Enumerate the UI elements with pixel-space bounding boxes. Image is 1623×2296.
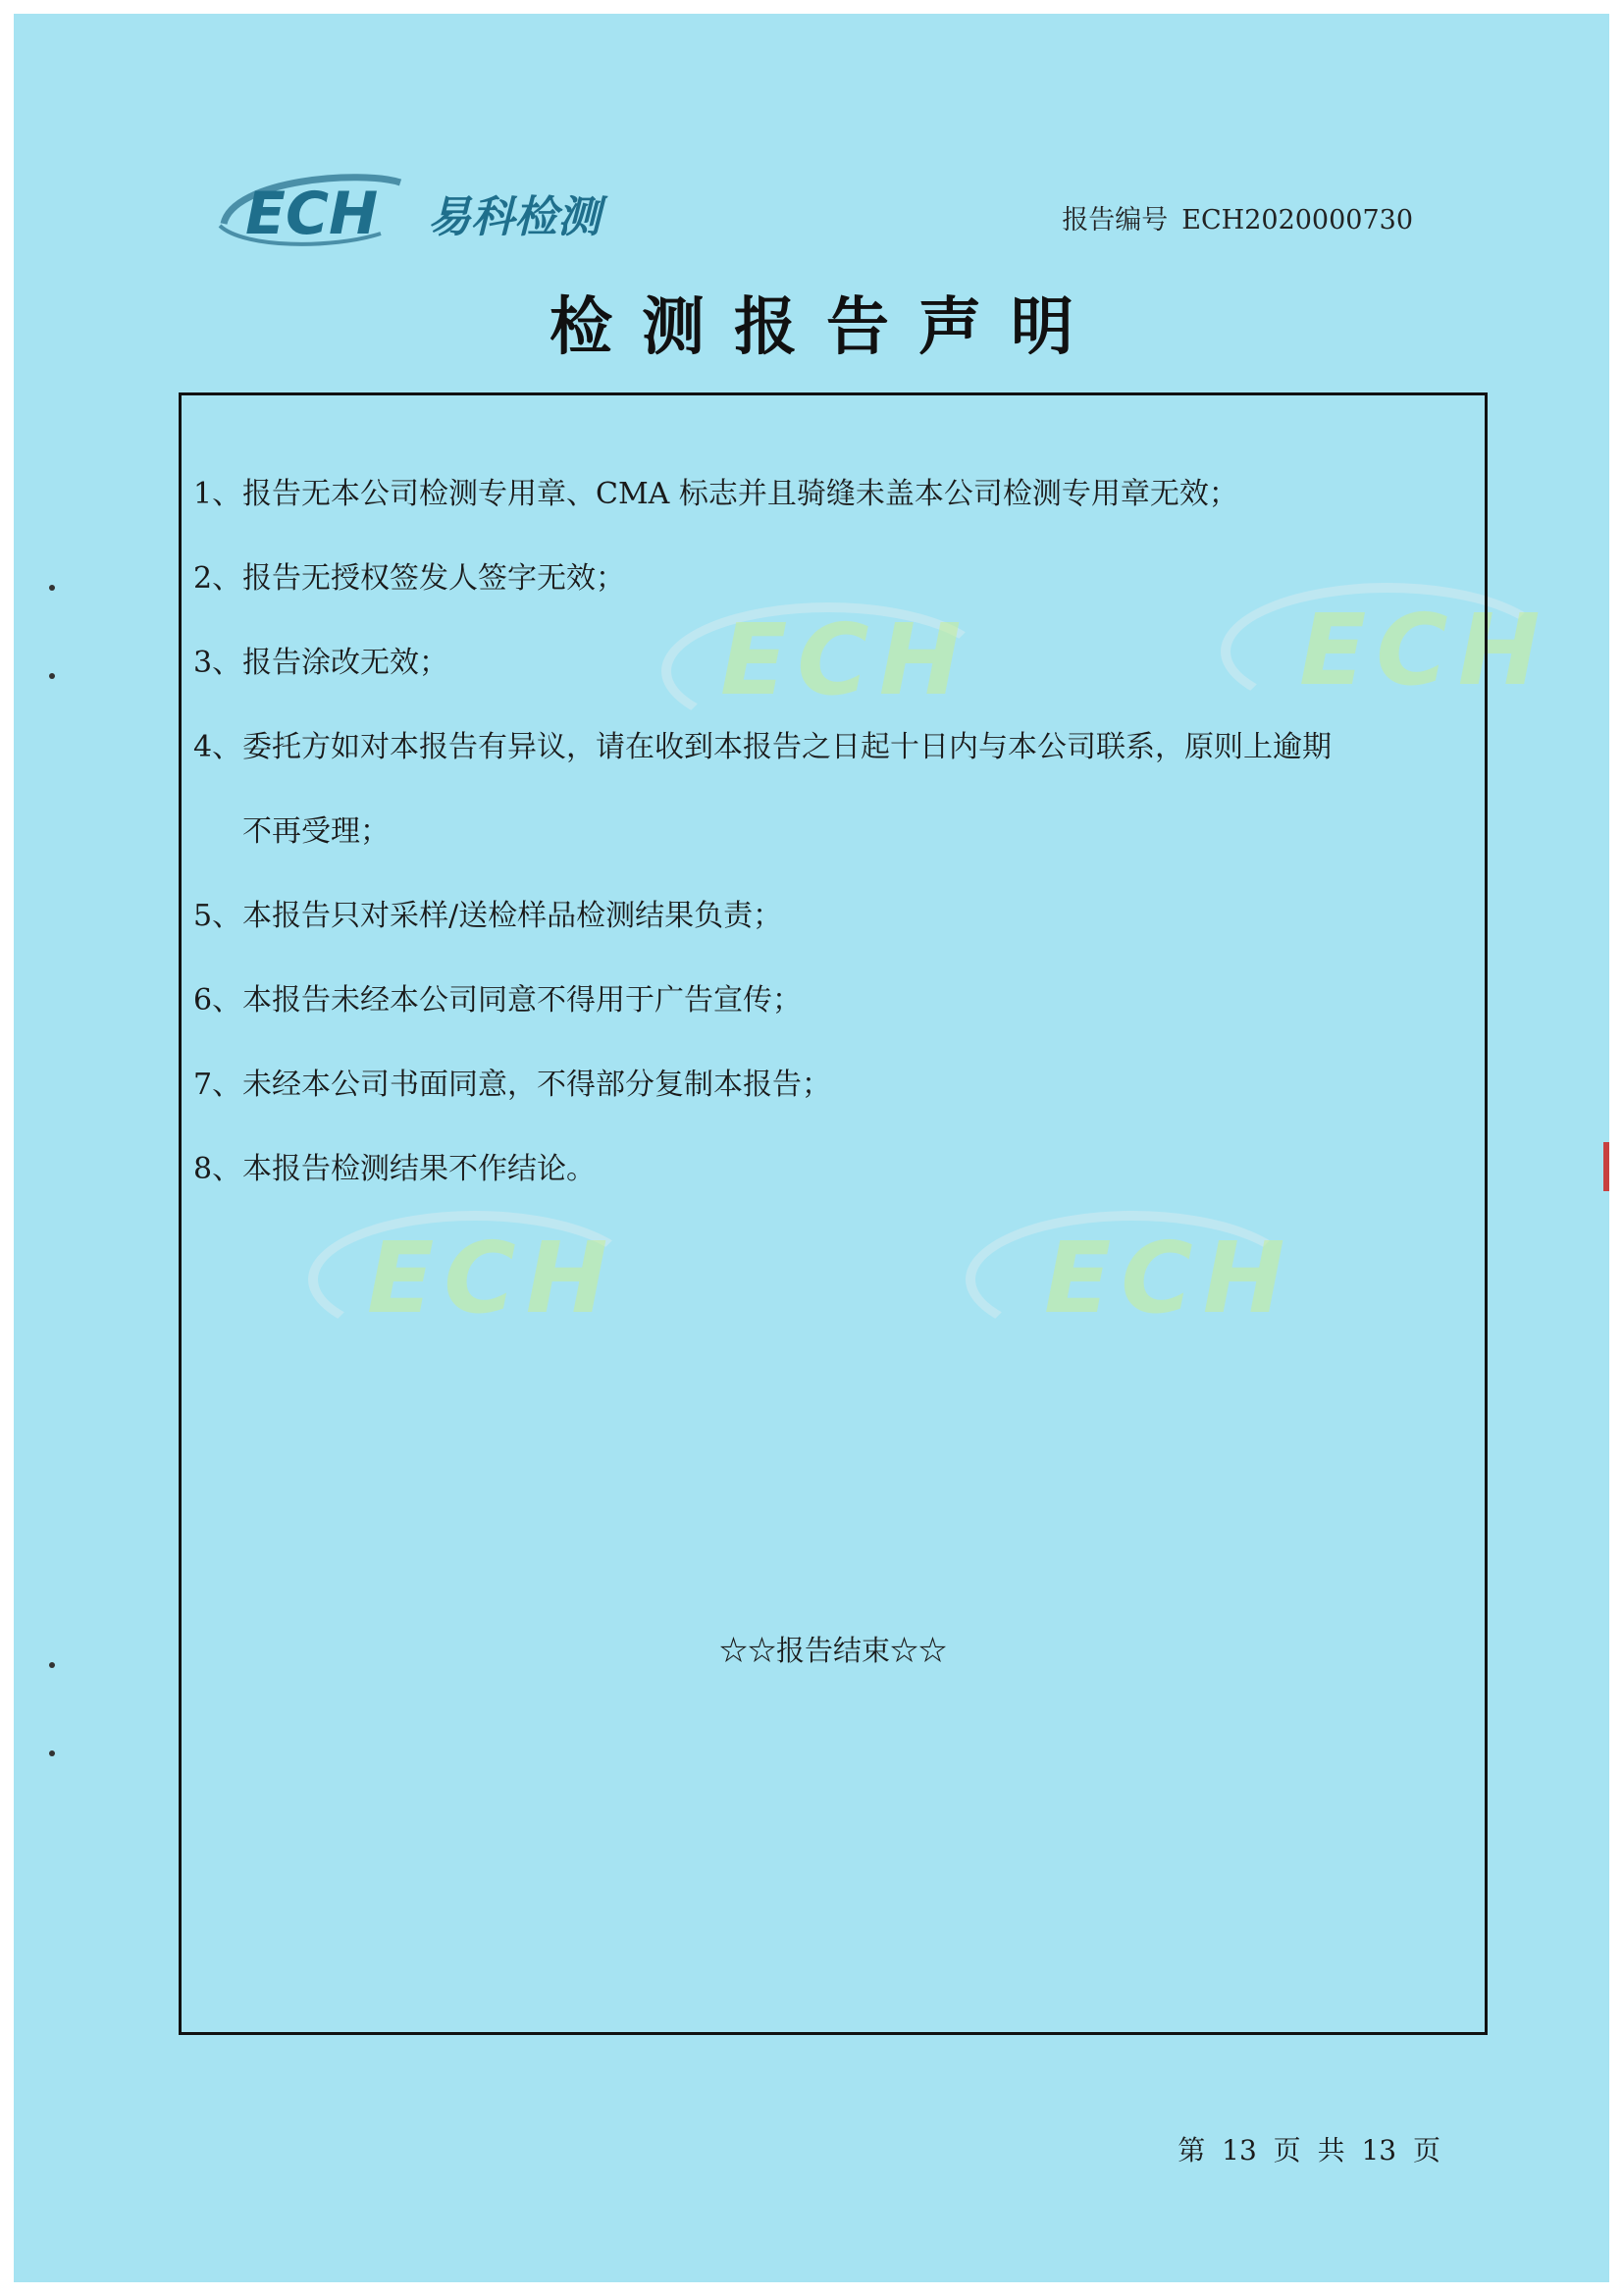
watermark-ech: ECH [1044,1221,1295,1335]
item-text: 报告无授权签发人签字无效； [242,561,625,596]
item-number: 1、 [193,477,242,511]
list-item [193,705,1479,874]
item-text: 本报告只对采样/送检样品检测结果负责； [242,899,783,933]
list-item [193,537,1479,621]
watermark-ech: ECH [720,602,971,717]
list-item [193,874,1479,959]
punch-hole [49,1750,55,1756]
report-number-value: ECH2020000730 [1181,205,1413,235]
edge-stamp-mark [1603,1142,1609,1191]
ech-logo-icon [214,165,675,255]
list-item [193,959,1479,1043]
svg-text:易科检测: 易科检测 [428,192,601,242]
item-number: 4、 [193,730,242,764]
report-end-mark: ☆☆报告结束☆☆ [718,1634,947,1667]
item-number: 6、 [193,983,242,1018]
item-text: 本报告检测结果不作结论。 [242,1152,596,1186]
punch-hole [49,1662,55,1668]
report-number-label: 报告编号 [1062,205,1169,235]
item-text: 报告无本公司检测专用章、CMA 标志并且骑缝未盖本公司检测专用章无效； [242,477,1238,511]
page-title: 检测报告声明 [550,291,1103,364]
item-text: 委托方如对本报告有异议，请在收到本报告之日起十日内与本公司联系，原则上逾期 [242,730,1332,764]
item-text: 报告涂改无效； [242,646,448,680]
statement-box [179,392,1488,2035]
list-item [193,1127,1479,1212]
list-item [193,621,1479,705]
item-text-block [242,705,1479,874]
item-number: 7、 [193,1068,242,1102]
page-number: 第 13 页 共 13 页 [1178,2134,1440,2166]
watermark-ech: ECH [367,1221,618,1335]
report-number [1062,198,1413,236]
item-number: 8、 [193,1152,242,1186]
list-item [193,1043,1479,1127]
punch-hole [49,585,55,591]
item-number: 3、 [193,646,242,680]
item-number: 2、 [193,561,242,596]
item-text-continued: 不再受理； [242,814,390,849]
item-text: 本报告未经本公司同意不得用于广告宣传； [242,983,802,1018]
watermark-ech: ECH [1299,593,1550,707]
item-text: 未经本公司书面同意，不得部分复制本报告； [242,1068,831,1102]
list-item [193,452,1479,537]
item-number: 5、 [193,899,242,933]
svg-text:ECH: ECH [245,180,379,248]
statement-list [193,452,1479,1212]
punch-hole [49,673,55,679]
